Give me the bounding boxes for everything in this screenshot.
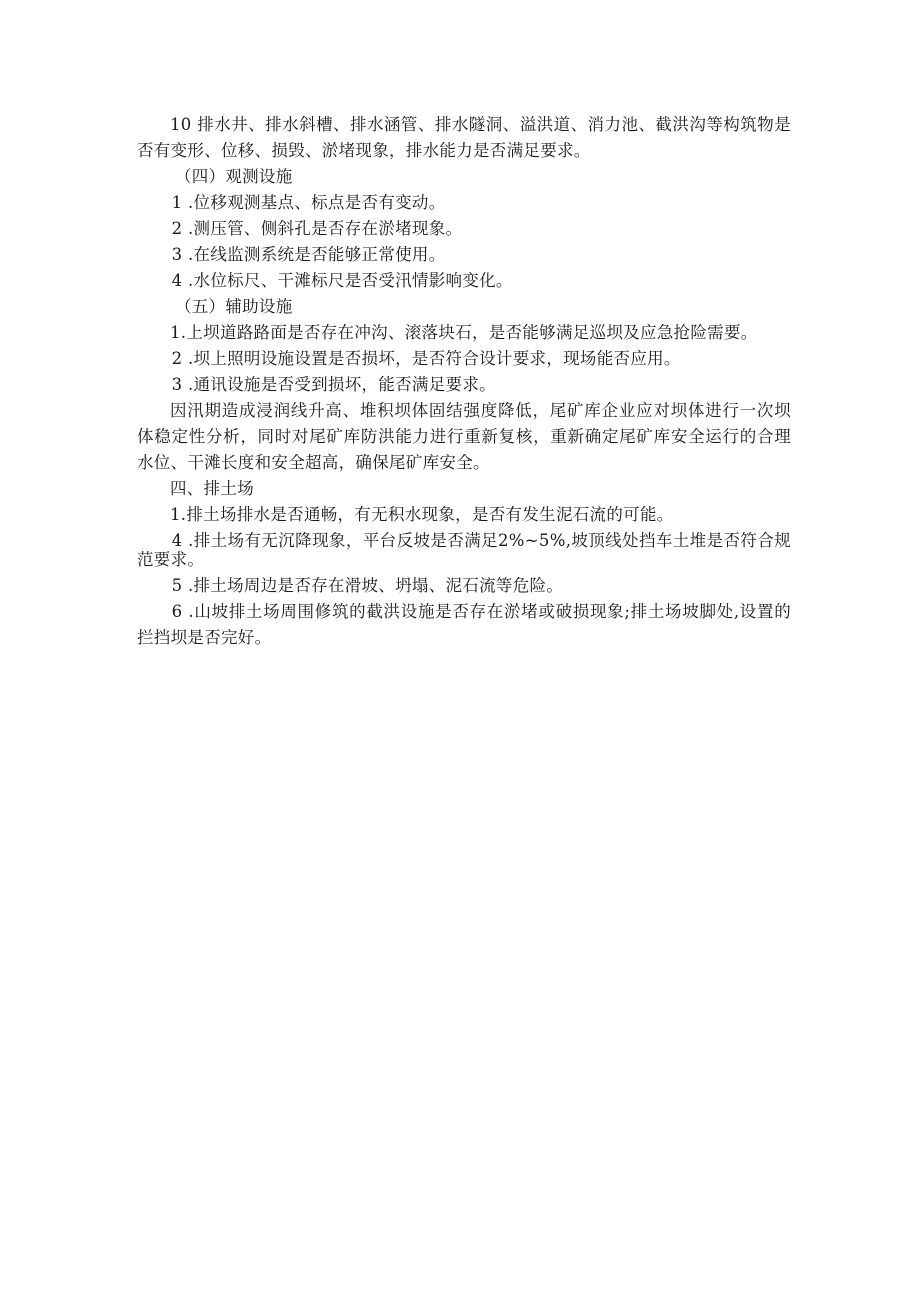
item-dump-settlement: 4 .排土场有无沉降现象，平台反坡是否满足2%~5%,坡顶线处挡车土堆是否符合规范要求。 [137,531,791,569]
paragraph-stability-analysis: 因汛期造成浸润线升高、堆积坝体固结强度降低，尾矿库企业应对坝体进行一次坝体稳定性分析，同时对尾矿库防洪能力进行重新复核，重新确定尾矿库安全运行的合理水位、干滩长度和安全超高，确保尾矿库安全。 [137,401,791,472]
document-body [137,112,791,651]
item-online-monitoring: 3 .在线监测系统是否能够正常使用。 [171,245,446,264]
item-water-level-gauges: 4 .水位标尺、干滩标尺是否受汛情影响变化。 [171,271,513,290]
item-dam-road: 1.上坝道路路面是否存在冲沟、滚落块石，是否能够满足巡坝及应急抢险需要。 [170,323,758,342]
heading-auxiliary-facilities: （五）辅助设施 [174,297,293,316]
heading-waste-dump: 四、排土场 [170,479,254,498]
paragraph-drainage-structures: 10 排水井、排水斜槽、排水涵管、排水隧洞、溢洪道、消力池、截洪沟等构筑物是否有变形、位移、损毁、淤堵现象，排水能力是否满足要求。 [137,115,791,160]
item-flood-interception: 6 .山坡排土场周围修筑的截洪设施是否存在淤堵或破损现象;排土场坡脚处,设置的拦挡坝是否完好。 [137,602,791,647]
heading-observation-facilities: （四）观测设施 [174,167,293,186]
item-dam-lighting: 2 .坝上照明设施设置是否损坏，是否符合设计要求，现场能否应用。 [171,349,681,368]
item-communication-facilities: 3 .通讯设施是否受到损坏，能否满足要求。 [171,375,496,394]
item-piezometer-tubes: 2 .测压管、侧斜孔是否存在淤堵现象。 [171,219,463,238]
item-dump-drainage: 1.排土场排水是否通畅，有无积水现象，是否有发生泥石流的可能。 [170,505,674,524]
item-dump-perimeter: 5 .排土场周边是否存在滑坡、坍塌、泥石流等危险。 [171,576,564,595]
item-displacement-benchmarks: 1 .位移观测基点、标点是否有变动。 [171,193,446,212]
